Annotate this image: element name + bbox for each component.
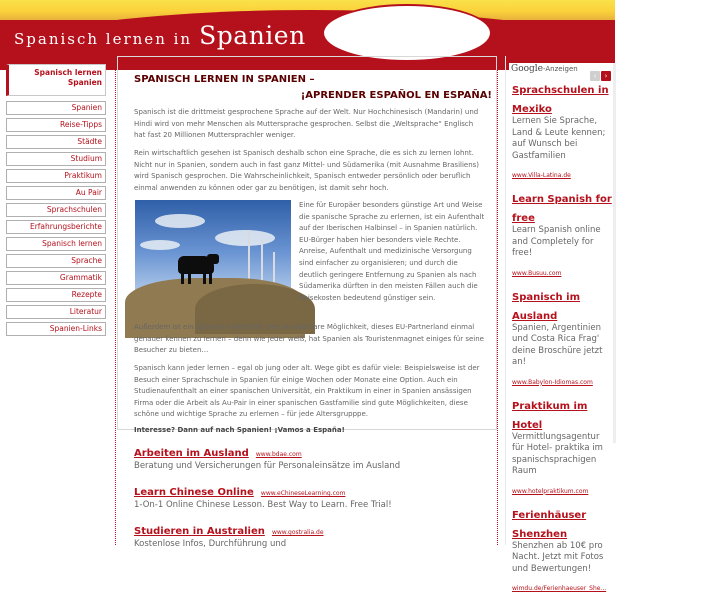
right-ad-title-link[interactable]: Learn Spanish for free bbox=[512, 194, 612, 224]
sidebar-item-spanisch-lernen-spanien[interactable]: Spanisch lernen Spanien bbox=[6, 64, 106, 96]
call-to-action: Interesse? Dann auf nach Spanien! ¡Vamos a España! bbox=[134, 426, 345, 434]
ads-label-suffix: -Anzeigen bbox=[543, 65, 578, 73]
header-white-oval bbox=[322, 4, 492, 62]
ads-label bbox=[511, 64, 578, 74]
right-blank-area bbox=[615, 52, 727, 545]
sidebar-item-grammatik[interactable]: Grammatik bbox=[6, 271, 106, 285]
right-ads-column bbox=[505, 56, 615, 592]
sidebar-nav bbox=[6, 64, 106, 339]
ad-description: Kostenlose Infos, Durchführung und bbox=[134, 539, 287, 549]
ads-below-article bbox=[134, 441, 434, 558]
ad-item bbox=[134, 441, 434, 472]
ad-description: 1-On-1 Online Chinese Lesson. Best Way to Learn. Free Trial! bbox=[134, 500, 392, 510]
right-ad-url-link[interactable]: wimdu.de/Ferienhaeuser_She... bbox=[512, 585, 607, 592]
right-ad-item bbox=[512, 503, 612, 595]
main-content bbox=[115, 56, 498, 549]
paragraph-economy: Rein wirtschaftlich gesehen ist Spanisch deshalb schon eine Sprache, die es sich zu lernen lohnt. Nicht nur in Spanien, sondern auch in fast ganz Mittel- und Südamerika (mit Ausnahme Brasiliens) wird Spanisch gesprochen. Die Wahrscheinlichkeit, Spanisch entweder persönlich oder beruflich einmal anwenden zu können oder gar zu benötigen, ist damit sehr hoch. bbox=[134, 149, 480, 192]
paragraph-eu: Eine für Europäer besonders günstige Art und Weise die spanische Sprache zu erlernen, ist ein Aufenthalt auf der Iberischen Halbinsel – in Spanien natürlich. EU-Bürger haben hier besonders viele Rechte. Anreise, Aufenthalt und medizinische Versorgung sind einfacher zu organisieren; und durch die deutlich geringere Entfernung zu Spanien als nach Südamerika dürften in den meisten Fällen auch die Reisekosten bedeutend günstiger sein. bbox=[299, 201, 485, 302]
right-ad-url-link[interactable]: www.hotelpraktikum.com bbox=[512, 487, 589, 495]
paragraph-tourism: Außerdem ist ein Spanien-Aufenthalt eine wunderbare Möglichkeit, dieses EU-Partnerland einmal genauer kennen zu lernen – denn wie jeder weiß, hat Spanien als Touristenmagnet einiges für seine Besucher zu bieten… bbox=[134, 323, 484, 355]
article-box bbox=[117, 56, 497, 434]
sidebar-item-spanisch-lernen[interactable]: Spanisch lernen bbox=[6, 237, 106, 251]
ad-description: Beratung und Versicherungen für Personaleinsätze im Ausland bbox=[134, 461, 401, 471]
page-title-line2: ¡APRENDER ESPAÑOL EN ESPAÑA! bbox=[300, 90, 492, 101]
right-ad-description: Shenzhen ab 10€ pro Nacht. Jetzt mit Fotos und Bewertungen! bbox=[512, 540, 604, 574]
ad-item bbox=[134, 480, 434, 511]
sidebar-item-reise-tipps[interactable]: Reise-Tipps bbox=[6, 118, 106, 132]
sidebar-item-studium[interactable]: Studium bbox=[6, 152, 106, 166]
sidebar-item-praktikum[interactable]: Praktikum bbox=[6, 169, 106, 183]
page-title bbox=[134, 72, 494, 104]
ad-title-link[interactable]: Studieren in Australien bbox=[134, 526, 265, 537]
sidebar-item-au-pair[interactable]: Au Pair bbox=[6, 186, 106, 200]
ad-item bbox=[134, 519, 434, 550]
paragraph-options: Spanisch kann jeder lernen – egal ob jung oder alt. Wege gibt es dafür viele: Beispielsweise ist der Besuch einer Sprachschule in Spanien für einige Wochen oder Monate eine Option. Auch ein Studienaufenthalt an einer spanischen Universität, ein Praktikum in einer in Spanien ansässigen Firma oder die Arbeit als Au-Pair in einer spanischen Gastfamilie sind gute Möglichkeiten, diese schöne und wichtige Sprache zu erlernen – für jede Altersgrupppe. bbox=[134, 364, 480, 419]
right-ad-title-link[interactable]: Ferienhäuser Shenzhen bbox=[512, 509, 587, 540]
sidebar-item-sprache[interactable]: Sprache bbox=[6, 254, 106, 268]
bull-silhouette-photo bbox=[135, 200, 291, 318]
sidebar-item-erfahrungsberichte[interactable]: Erfahrungsberichte bbox=[6, 220, 106, 234]
ads-box-shadow bbox=[613, 63, 616, 443]
right-ad-item bbox=[512, 187, 612, 279]
site-header bbox=[0, 0, 615, 52]
sidebar-item-spanien-links[interactable]: Spanien-Links bbox=[6, 322, 106, 336]
sidebar-item-rezepte[interactable]: Rezepte bbox=[6, 288, 106, 302]
page-title-line1: SPANISCH LERNEN IN SPANIEN – bbox=[134, 74, 315, 85]
ad-url-link[interactable]: www.eChineseLearning.com bbox=[260, 490, 346, 497]
right-ad-url-link[interactable]: www.Babylon-Idiomas.com bbox=[512, 378, 593, 386]
sidebar-item-literatur[interactable]: Literatur bbox=[6, 305, 106, 319]
next-arrow-icon[interactable]: › bbox=[601, 71, 611, 81]
sidebar-item-spanien[interactable]: Spanien bbox=[6, 101, 106, 115]
ad-title-link[interactable]: Learn Chinese Online bbox=[134, 487, 254, 498]
ad-url-link[interactable]: www.bdae.com bbox=[255, 451, 302, 458]
right-ad-url-link[interactable]: www.Villa-Latina.de bbox=[512, 172, 571, 179]
google-logo: Google bbox=[511, 64, 543, 74]
header-right-blank bbox=[615, 0, 727, 52]
right-ad-title-link[interactable]: Praktikum im Hotel bbox=[512, 400, 588, 431]
right-ad-title-link[interactable]: Spanisch im Ausland bbox=[512, 291, 580, 322]
right-ad-description: Learn Spanish online and Completely for free! bbox=[512, 225, 601, 258]
right-ad-title-link[interactable]: Sprachschulen in Mexiko bbox=[512, 85, 609, 115]
prev-arrow-icon[interactable]: ‹ bbox=[590, 71, 600, 81]
sidebar-item-sprachschulen[interactable]: Sprachschulen bbox=[6, 203, 106, 217]
right-ad-description: Vermittlungsagentur für Hotel- praktika im spanischsprachigen Raum bbox=[512, 431, 603, 476]
right-ad-item bbox=[512, 78, 612, 181]
sidebar-item-staedte[interactable]: Städte bbox=[6, 135, 106, 149]
google-ads-box bbox=[509, 63, 613, 592]
ad-url-link[interactable]: www.gostralia.de bbox=[271, 529, 324, 536]
site-title[interactable] bbox=[14, 21, 306, 50]
right-ad-item bbox=[512, 285, 612, 388]
site-title-big: Spanien bbox=[199, 21, 306, 50]
right-ad-url-link[interactable]: www.Busuu.com bbox=[512, 269, 562, 277]
paragraph-intro: Spanisch ist die drittmeist gesprochene Sprache auf der Welt. Nur Hochchinesisch (Mandarin) und Hindi wird von mehr Menschen als Muttersprache gesprochen. Selbst die „Weltsprache“ Englisch hat fast 20 Millionen Muttersprachler weniger. bbox=[134, 108, 479, 140]
right-ad-description: Spanien, Argentinien und Costa Rica Frag' deine Broschüre jetzt an! bbox=[512, 322, 603, 367]
site-title-small: Spanisch lernen in bbox=[14, 30, 193, 48]
right-ad-description: Lernen Sie Sprache, Land & Leute kennen; auf Wunsch bei Gastfamilien bbox=[512, 116, 606, 161]
right-ad-item bbox=[512, 394, 612, 497]
ad-title-link[interactable]: Arbeiten im Ausland bbox=[134, 448, 249, 459]
right-ads-list bbox=[512, 78, 612, 600]
